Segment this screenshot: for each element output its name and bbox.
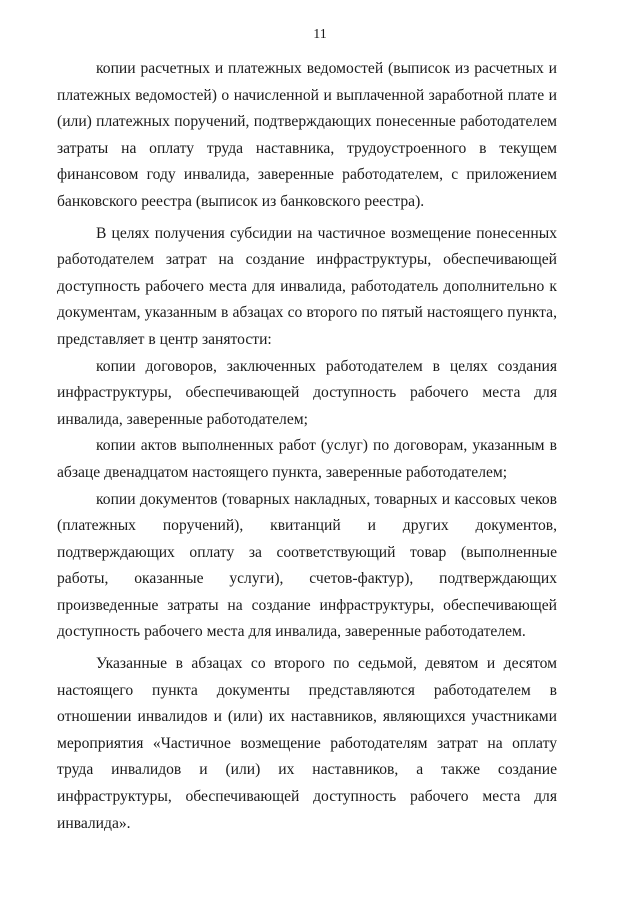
paragraph-payroll-copies: копии расчетных и платежных ведомостей (выписок из расчетных и платежных ведомостей) о начисленной и выплаченной заработной плате и (или) платежных поручений, подтверждающих понесенные работодателем затраты на оплату труда наставника, трудоустроенного в текущем финансовом году инвалида, заверенные работодателем, с приложением банковского реестра (выписок из банковского реестра). — [57, 60, 557, 210]
paragraph-acts-copies: копии актов выполненных работ (услуг) по договорам, указанным в абзаце двенадцатом настоящего пункта, заверенные работодателем; — [57, 437, 557, 481]
paragraph-payment-documents: копии документов (товарных накладных, товарных и кассовых чеков (платежных поручений), квитанций и других документов, подтверждающих оплату за соответствующий товар (выполненные работы, оказанные услуги), счетов-фактур), подтверждающих произведенные затраты на создание инфраструктуры, обеспечивающей доступность рабочего места для инвалида, заверенные работодателем. — [57, 490, 557, 641]
page-number: 11 — [313, 27, 327, 42]
document-body — [57, 56, 557, 837]
paragraph-infrastructure-subsidy: В целях получения субсидии на частичное возмещение понесенных работодателем затрат на создание инфраструктуры, обеспечивающей доступность рабочего места для инвалида, работодатель дополнительно к документам, указанным в абзацах со второго по пятый настоящего пункта, представляет в центр занятости: — [57, 224, 557, 348]
paragraph-contract-copies: копии договоров, заключенных работодателем в целях создания инфраструктуры, обеспечивающей доступность рабочего места для инвалида, заверенные работодателем; — [57, 357, 557, 428]
paragraph-documents-scope: Указанные в абзацах со второго по седьмой, девятом и десятом настоящего пункта документы представляются работодателем в отношении инвалидов и (или) их наставников, являющихся участниками мероприятия «Частичное возмещение работодателям затрат на оплату труда инвалидов и (или) их наставников, а также создание инфраструктуры, обеспечивающей доступность рабочего места для инвалида». — [57, 655, 557, 832]
